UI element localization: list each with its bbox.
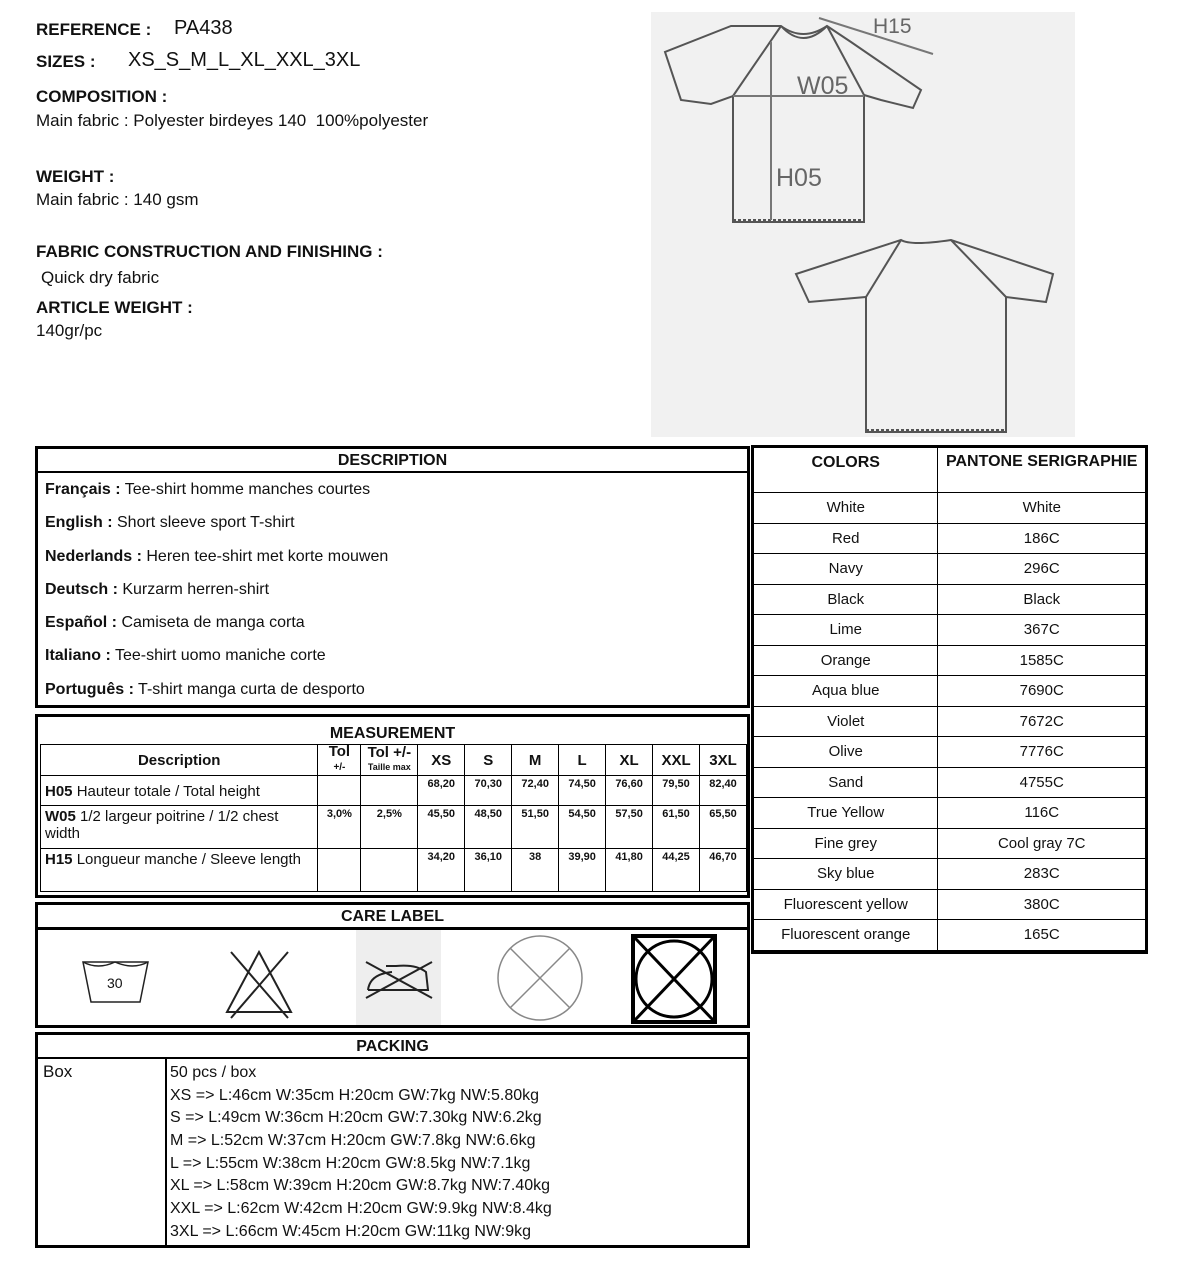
value-cell: 61,50 — [653, 806, 700, 849]
measurement-table — [40, 744, 747, 892]
sketch-label-h05: H05 — [776, 164, 822, 192]
value-cell: 48,50 — [465, 806, 512, 849]
packing-line: L => L:55cm W:38cm H:20cm GW:8.5kg NW:7.1kg — [170, 1154, 531, 1172]
description-item — [38, 606, 747, 639]
value-cell: 34,20 — [418, 849, 465, 892]
color-name: Red — [754, 523, 938, 554]
sizes-value: XS_S_M_L_XL_XXL_3XL — [128, 49, 361, 71]
description-text: Kurzarm herren-shirt — [117, 580, 270, 598]
no-tumble-dry-icon — [494, 930, 584, 1025]
table-row — [754, 737, 1146, 768]
colors-box — [751, 445, 1148, 954]
description-text: Heren tee-shirt met korte mouwen — [141, 547, 389, 565]
description-item — [38, 573, 747, 606]
measurement-row-label: H05 Hauteur totale / Total height — [41, 776, 318, 806]
color-name: Aqua blue — [754, 676, 938, 707]
size-col-m: M — [512, 745, 559, 776]
tol2-cell — [361, 849, 418, 892]
table-row — [754, 554, 1146, 585]
pantone-code: 380C — [938, 889, 1146, 920]
tol2-cell — [361, 776, 418, 806]
packing-line: XL => L:58cm W:39cm H:20cm GW:8.7kg NW:7.40kg — [170, 1177, 551, 1195]
value-cell: 39,90 — [559, 849, 606, 892]
description-lang: Français : — [45, 481, 121, 498]
no-bleach-icon — [216, 930, 306, 1025]
reference-label: REFERENCE : — [36, 20, 152, 39]
value-cell: 41,80 — [606, 849, 653, 892]
wash-30-icon: 30 — [78, 930, 153, 1025]
value-cell: 70,30 — [465, 776, 512, 806]
table-row — [754, 523, 1146, 554]
weight-label: WEIGHT : — [36, 167, 115, 186]
table-row — [754, 889, 1146, 920]
table-row — [754, 706, 1146, 737]
composition-label: COMPOSITION : — [36, 87, 168, 106]
table-row — [754, 767, 1146, 798]
value-cell: 46,70 — [700, 849, 747, 892]
measurement-row-label: W05 1/2 largeur poitrine / 1/2 chest width — [41, 806, 318, 849]
description-box — [35, 446, 750, 708]
color-name: Violet — [754, 706, 938, 737]
sizes-label: SIZES : — [36, 52, 96, 71]
packing-line: 3XL => L:66cm W:45cm H:20cm GW:11kg NW:9kg — [170, 1222, 532, 1240]
table-row — [754, 798, 1146, 829]
value-cell: 79,50 — [653, 776, 700, 806]
table-row — [41, 849, 747, 892]
measurement-row-label: H15 Longueur manche / Sleeve length — [41, 849, 318, 892]
measurement-col-tol2: Tol +/- Taille max — [361, 745, 418, 776]
value-cell: 36,10 — [465, 849, 512, 892]
description-lang: Nederlands : — [45, 547, 142, 565]
color-name: Orange — [754, 645, 938, 676]
pantone-code: Black — [938, 584, 1146, 615]
value-cell: 82,40 — [700, 776, 747, 806]
color-name: Fluorescent orange — [754, 920, 938, 951]
table-row — [754, 584, 1146, 615]
color-name: Navy — [754, 554, 938, 585]
construction-value: Quick dry fabric — [41, 268, 160, 287]
measurement-box — [35, 714, 750, 898]
description-lang: Deutsch : — [45, 580, 118, 598]
tol-cell — [318, 776, 361, 806]
description-title: DESCRIPTION — [38, 449, 747, 473]
size-col-xxl: XXL — [653, 745, 700, 776]
value-cell: 38 — [512, 849, 559, 892]
description-list — [38, 473, 747, 706]
description-lang: Español : — [45, 614, 118, 632]
size-col-s: S — [465, 745, 512, 776]
pantone-code: 186C — [938, 523, 1146, 554]
packing-line: XXL => L:62cm W:42cm H:20cm GW:9.9kg NW:8.4kg — [170, 1200, 552, 1218]
colors-header: COLORS — [754, 448, 938, 493]
description-item — [38, 506, 747, 539]
tol-cell: 3,0% — [318, 806, 361, 849]
weight-value: Main fabric : 140 gsm — [36, 190, 199, 209]
table-row — [754, 645, 1146, 676]
color-name: Olive — [754, 737, 938, 768]
pantone-code: 283C — [938, 859, 1146, 890]
table-row — [754, 859, 1146, 890]
pantone-code: Cool gray 7C — [938, 828, 1146, 859]
size-col-3xl: 3XL — [700, 745, 747, 776]
pantone-code: 7776C — [938, 737, 1146, 768]
tol2-cell: 2,5% — [361, 806, 418, 849]
packing-title: PACKING — [38, 1035, 747, 1059]
color-name: True Yellow — [754, 798, 938, 829]
color-name: White — [754, 493, 938, 524]
value-cell: 74,50 — [559, 776, 606, 806]
value-cell: 68,20 — [418, 776, 465, 806]
size-col-l: L — [559, 745, 606, 776]
article-weight-value: 140gr/pc — [36, 321, 103, 340]
description-lang: Português : — [45, 680, 134, 698]
value-cell: 45,50 — [418, 806, 465, 849]
packing-type: Box — [43, 1062, 73, 1081]
care-label-title: CARE LABEL — [38, 905, 747, 930]
pantone-code: 165C — [938, 920, 1146, 951]
value-cell: 76,60 — [606, 776, 653, 806]
table-row — [754, 493, 1146, 524]
sketch-label-h15: H15 — [873, 15, 912, 38]
pantone-code: 7690C — [938, 676, 1146, 707]
measurement-title: MEASUREMENT — [329, 725, 456, 742]
colors-header-row — [754, 448, 1146, 493]
color-name: Fine grey — [754, 828, 938, 859]
garment-sketch — [651, 12, 1075, 437]
packing-line: M => L:52cm W:37cm H:20cm GW:7.8kg NW:6.6kg — [170, 1132, 536, 1150]
value-cell: 54,50 — [559, 806, 606, 849]
description-item — [38, 639, 747, 672]
pantone-code: 367C — [938, 615, 1146, 646]
table-row — [754, 676, 1146, 707]
pantone-code: White — [938, 493, 1146, 524]
description-text: Tee-shirt uomo maniche corte — [110, 647, 326, 665]
table-row — [754, 828, 1146, 859]
color-name: Sky blue — [754, 859, 938, 890]
measurement-col-description: Description — [41, 745, 318, 776]
care-icons — [38, 930, 747, 1025]
value-cell: 57,50 — [606, 806, 653, 849]
description-text: Camiseta de manga corta — [117, 614, 305, 632]
color-name: Sand — [754, 767, 938, 798]
description-lang: English : — [45, 514, 113, 532]
value-cell: 72,40 — [512, 776, 559, 806]
description-item — [38, 473, 747, 506]
no-iron-icon — [356, 930, 441, 1025]
measurement-col-tol: Tol +/- — [318, 745, 361, 776]
pantone-header: PANTONE SERIGRAPHIE — [938, 448, 1146, 493]
color-name: Black — [754, 584, 938, 615]
table-row — [754, 920, 1146, 951]
table-row — [41, 806, 747, 849]
sketch-label-w05: W05 — [797, 72, 849, 100]
composition-value: Main fabric : Polyester birdeyes 140 100%polyester — [36, 111, 429, 130]
value-cell: 51,50 — [512, 806, 559, 849]
pantone-code: 296C — [938, 554, 1146, 585]
size-col-xs: XS — [418, 745, 465, 776]
tol-cell — [318, 849, 361, 892]
packing-line: S => L:49cm W:36cm H:20cm GW:7.30kg NW:6.2kg — [170, 1109, 542, 1127]
packing-line: 50 pcs / box — [170, 1064, 257, 1081]
construction-label: FABRIC CONSTRUCTION AND FINISHING : — [36, 242, 383, 261]
article-weight-label: ARTICLE WEIGHT : — [36, 298, 193, 317]
color-name: Lime — [754, 615, 938, 646]
pantone-code: 4755C — [938, 767, 1146, 798]
pantone-code: 116C — [938, 798, 1146, 829]
colors-table — [753, 447, 1146, 951]
description-text: Tee-shirt homme manches courtes — [120, 481, 371, 498]
pantone-code: 1585C — [938, 645, 1146, 676]
value-cell: 44,25 — [653, 849, 700, 892]
packing-details — [170, 1062, 552, 1244]
description-lang: Italiano : — [45, 647, 111, 665]
description-item — [38, 673, 747, 706]
description-item — [38, 540, 747, 573]
care-label-box — [35, 902, 750, 1028]
table-row — [754, 615, 1146, 646]
description-text: T-shirt manga curta de desporto — [133, 680, 365, 698]
pantone-code: 7672C — [938, 706, 1146, 737]
packing-box — [35, 1032, 750, 1248]
tshirt-sketch-svg — [651, 12, 1075, 437]
reference-value: PA438 — [174, 17, 233, 39]
packing-type-cell — [38, 1059, 167, 1245]
table-row — [41, 776, 747, 806]
description-text: Short sleeve sport T-shirt — [112, 514, 295, 532]
packing-line: XS => L:46cm W:35cm H:20cm GW:7kg NW:5.80kg — [170, 1086, 540, 1104]
color-name: Fluorescent yellow — [754, 889, 938, 920]
value-cell: 65,50 — [700, 806, 747, 849]
size-col-xl: XL — [606, 745, 653, 776]
no-dry-clean-icon — [631, 930, 719, 1025]
measurement-header-row — [41, 745, 747, 776]
